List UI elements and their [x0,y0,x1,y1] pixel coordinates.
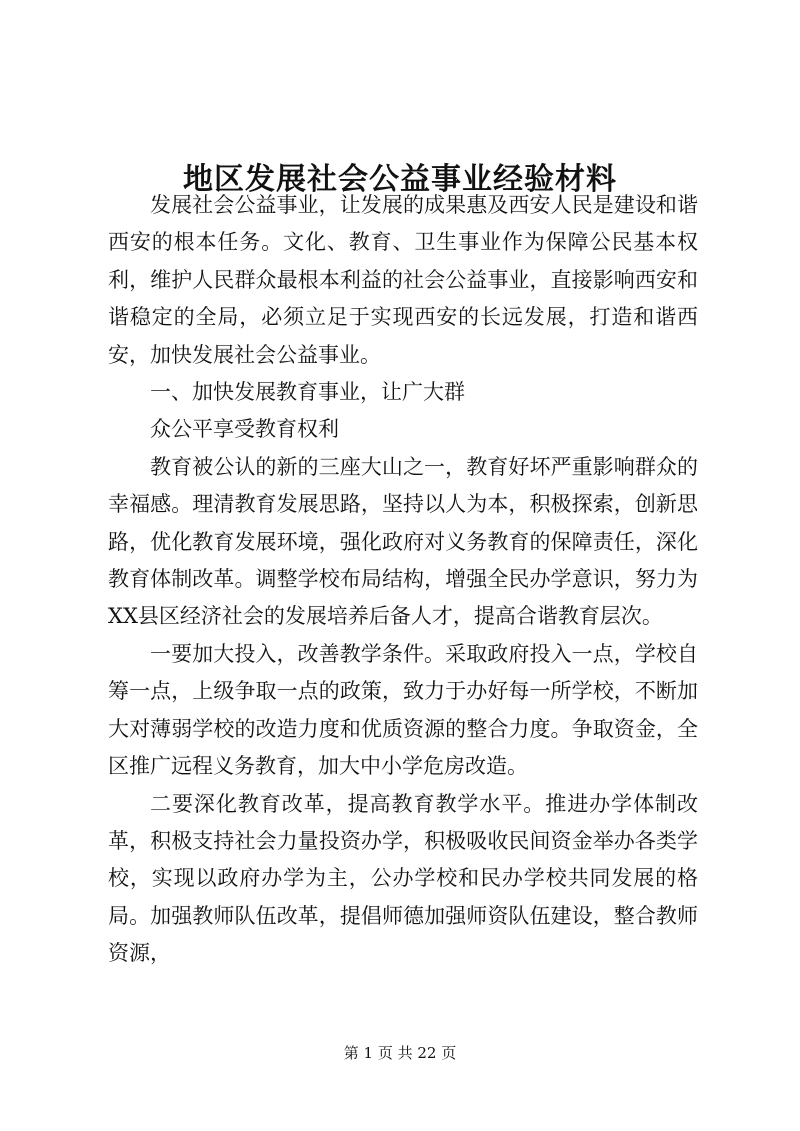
section-heading-line-1: 一、加快发展教育事业，让广大群 [150,380,465,405]
document-title: 地区发展社会公益事业经验材料 [183,162,617,198]
paragraph-intro: 发展社会公益事业，让发展的成果惠及西安人民是建设和谐西安的根本任务。文化、教育、卫生事业作为保障公民基本权利，维护人民群众最根本利益的社会公益事业，直接影响西安和谐稳定的全局，必须立足于实现西安的长远发展，打造和谐西安，加快发展社会公益事业。 [108,193,698,367]
paragraph-increase-investment: 一要加大投入，改善教学条件。采取政府投入一点，学校自筹一点，上级争取一点的政策，致力于办好每一所学校，不断加大对薄弱学校的改造力度和优质资源的整合力度。争取资金，全区推广远程义务教育，加大中小学危房改造。 [108,641,698,779]
section-heading-line-2: 众公平享受教育权利 [150,417,339,442]
paragraph-deepen-reform: 二要深化教育改革，提高教育教学水平。推进办学体制改革，积极支持社会力量投资办学，积极吸收民间资金举办各类学校，实现以政府办学为主，公办学校和民办学校共同发展的格局。加强教师队伍改革，提倡师德加强师资队伍建设，整合教师资源， [108,791,698,966]
document-body [108,187,698,973]
paragraph-education-overview: 教育被公认的新的三座大山之一，教育好坏严重影响群众的幸福感。理清教育发展思路，坚持以人为本，积极探索，创新思路，优化教育发展环境，强化政府对义务教育的保障责任，深化教育体制改革。调整学校布局结构，增强全民办学意识，努力为XX县区经济社会的发展培养后备人才，提高合谐教育层次。 [108,454,698,629]
page-footer: 第 1 页 共 22 页 [343,1044,457,1062]
